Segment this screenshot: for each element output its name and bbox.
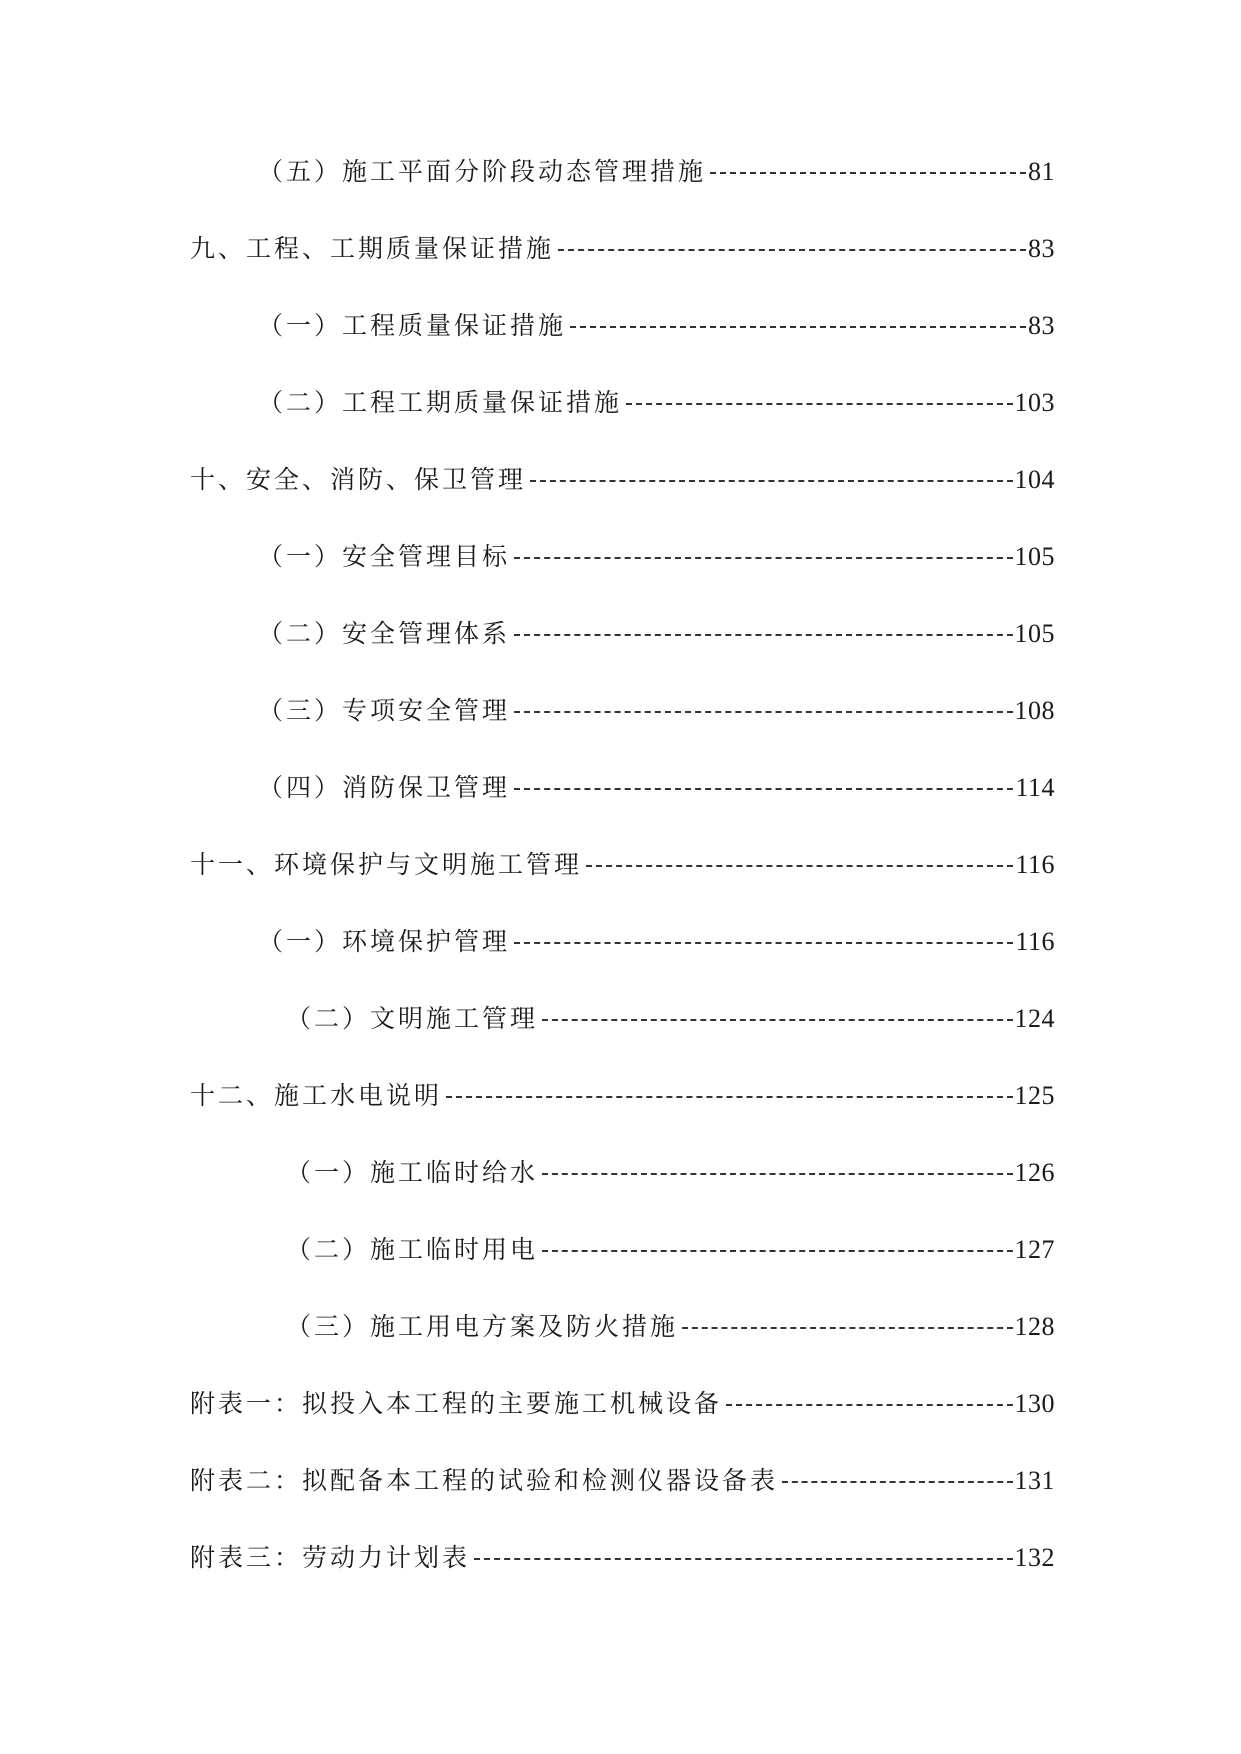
toc-entry-page: 124 bbox=[1014, 1004, 1055, 1033]
toc-entry-page: 81 bbox=[1028, 157, 1055, 186]
toc-entry-title: 附表三：劳动力计划表 bbox=[190, 1543, 471, 1572]
toc-entry-title: （一）安全管理目标 bbox=[258, 542, 511, 571]
toc-leader-line bbox=[530, 480, 1012, 482]
toc-entry[interactable] bbox=[286, 1307, 1055, 1347]
toc-leader-line bbox=[514, 788, 1013, 790]
toc-leader-line bbox=[514, 557, 1012, 559]
toc-entry[interactable] bbox=[190, 845, 1055, 885]
toc-leader-line bbox=[726, 1404, 1012, 1406]
toc-entry-page: 103 bbox=[1014, 388, 1055, 417]
toc-leader-line bbox=[782, 1481, 1012, 1483]
toc-leader-line bbox=[570, 326, 1026, 328]
toc-entry-title: 十二、施工水电说明 bbox=[190, 1081, 443, 1110]
toc-leader-line bbox=[542, 1019, 1012, 1021]
toc-leader-line bbox=[542, 1173, 1012, 1175]
toc-entry-title: （三）专项安全管理 bbox=[258, 696, 511, 725]
toc-entry[interactable] bbox=[258, 768, 1055, 808]
toc-entry-title: （二）安全管理体系 bbox=[258, 619, 511, 648]
toc-leader-line bbox=[514, 711, 1012, 713]
toc-leader-line bbox=[558, 249, 1026, 251]
toc-entry-title: （一）工程质量保证措施 bbox=[258, 311, 567, 340]
toc-entry[interactable] bbox=[190, 1076, 1055, 1116]
toc-entry-page: 105 bbox=[1014, 542, 1055, 571]
toc-entry[interactable] bbox=[258, 383, 1055, 423]
toc-leader-line bbox=[446, 1096, 1012, 1098]
toc-entry[interactable] bbox=[190, 460, 1055, 500]
toc-entry-title: （二）文明施工管理 bbox=[286, 1004, 539, 1033]
toc-entry-title: （二）施工临时用电 bbox=[286, 1235, 539, 1264]
toc-leader-line bbox=[514, 634, 1012, 636]
toc-entry-page: 104 bbox=[1014, 465, 1055, 494]
toc-entry-title: （四）消防保卫管理 bbox=[258, 773, 511, 802]
toc-entry[interactable] bbox=[190, 1384, 1055, 1424]
toc-leader-line bbox=[474, 1558, 1012, 1560]
toc-entry-page: 130 bbox=[1014, 1389, 1055, 1418]
toc-entry[interactable] bbox=[258, 306, 1055, 346]
toc-leader-line bbox=[586, 865, 1013, 867]
toc-entry-page: 131 bbox=[1014, 1466, 1055, 1495]
toc-entry[interactable] bbox=[258, 922, 1055, 962]
toc-entry[interactable] bbox=[190, 1461, 1055, 1501]
toc-entry-page: 116 bbox=[1015, 927, 1055, 956]
toc-entry-title: （五）施工平面分阶段动态管理措施 bbox=[258, 157, 707, 186]
toc-entry-page: 105 bbox=[1014, 619, 1055, 648]
toc-entry-title: 九、工程、工期质量保证措施 bbox=[190, 234, 555, 263]
toc-entry-page: 132 bbox=[1014, 1543, 1055, 1572]
toc-entry-page: 125 bbox=[1014, 1081, 1055, 1110]
toc-entry-title: 十、安全、消防、保卫管理 bbox=[190, 465, 527, 494]
toc-entry[interactable] bbox=[258, 691, 1055, 731]
toc-entry-title: （一）施工临时给水 bbox=[286, 1158, 539, 1187]
toc-entry-page: 83 bbox=[1028, 234, 1055, 263]
toc-leader-line bbox=[626, 403, 1012, 405]
toc-entry-page: 126 bbox=[1014, 1158, 1055, 1187]
toc-entry-title: （一）环境保护管理 bbox=[258, 927, 511, 956]
toc-leader-line bbox=[514, 942, 1013, 944]
toc-entry[interactable] bbox=[286, 999, 1055, 1039]
toc-leader-line bbox=[542, 1250, 1012, 1252]
toc-leader-line bbox=[682, 1327, 1012, 1329]
toc-entry[interactable] bbox=[286, 1153, 1055, 1193]
toc-entry[interactable] bbox=[190, 1538, 1055, 1578]
toc-entry-title: 附表一：拟投入本工程的主要施工机械设备 bbox=[190, 1389, 723, 1418]
toc-entry-page: 114 bbox=[1015, 773, 1055, 802]
toc-entry-page: 127 bbox=[1014, 1235, 1055, 1264]
toc-entry-title: （二）工程工期质量保证措施 bbox=[258, 388, 623, 417]
toc-entry[interactable] bbox=[286, 1230, 1055, 1270]
toc-entry[interactable] bbox=[258, 614, 1055, 654]
toc-leader-line bbox=[710, 172, 1026, 174]
toc-entry-title: （三）施工用电方案及防火措施 bbox=[286, 1312, 679, 1341]
toc-entry[interactable] bbox=[258, 537, 1055, 577]
toc-entry-page: 108 bbox=[1014, 696, 1055, 725]
toc-entry-page: 116 bbox=[1015, 850, 1055, 879]
toc-entry-title: 十一、环境保护与文明施工管理 bbox=[190, 850, 583, 879]
toc-entry[interactable] bbox=[258, 152, 1055, 192]
toc-entry[interactable] bbox=[190, 229, 1055, 269]
toc-entry-title: 附表二：拟配备本工程的试验和检测仪器设备表 bbox=[190, 1466, 779, 1495]
toc-entry-page: 128 bbox=[1014, 1312, 1055, 1341]
toc-entry-page: 83 bbox=[1028, 311, 1055, 340]
